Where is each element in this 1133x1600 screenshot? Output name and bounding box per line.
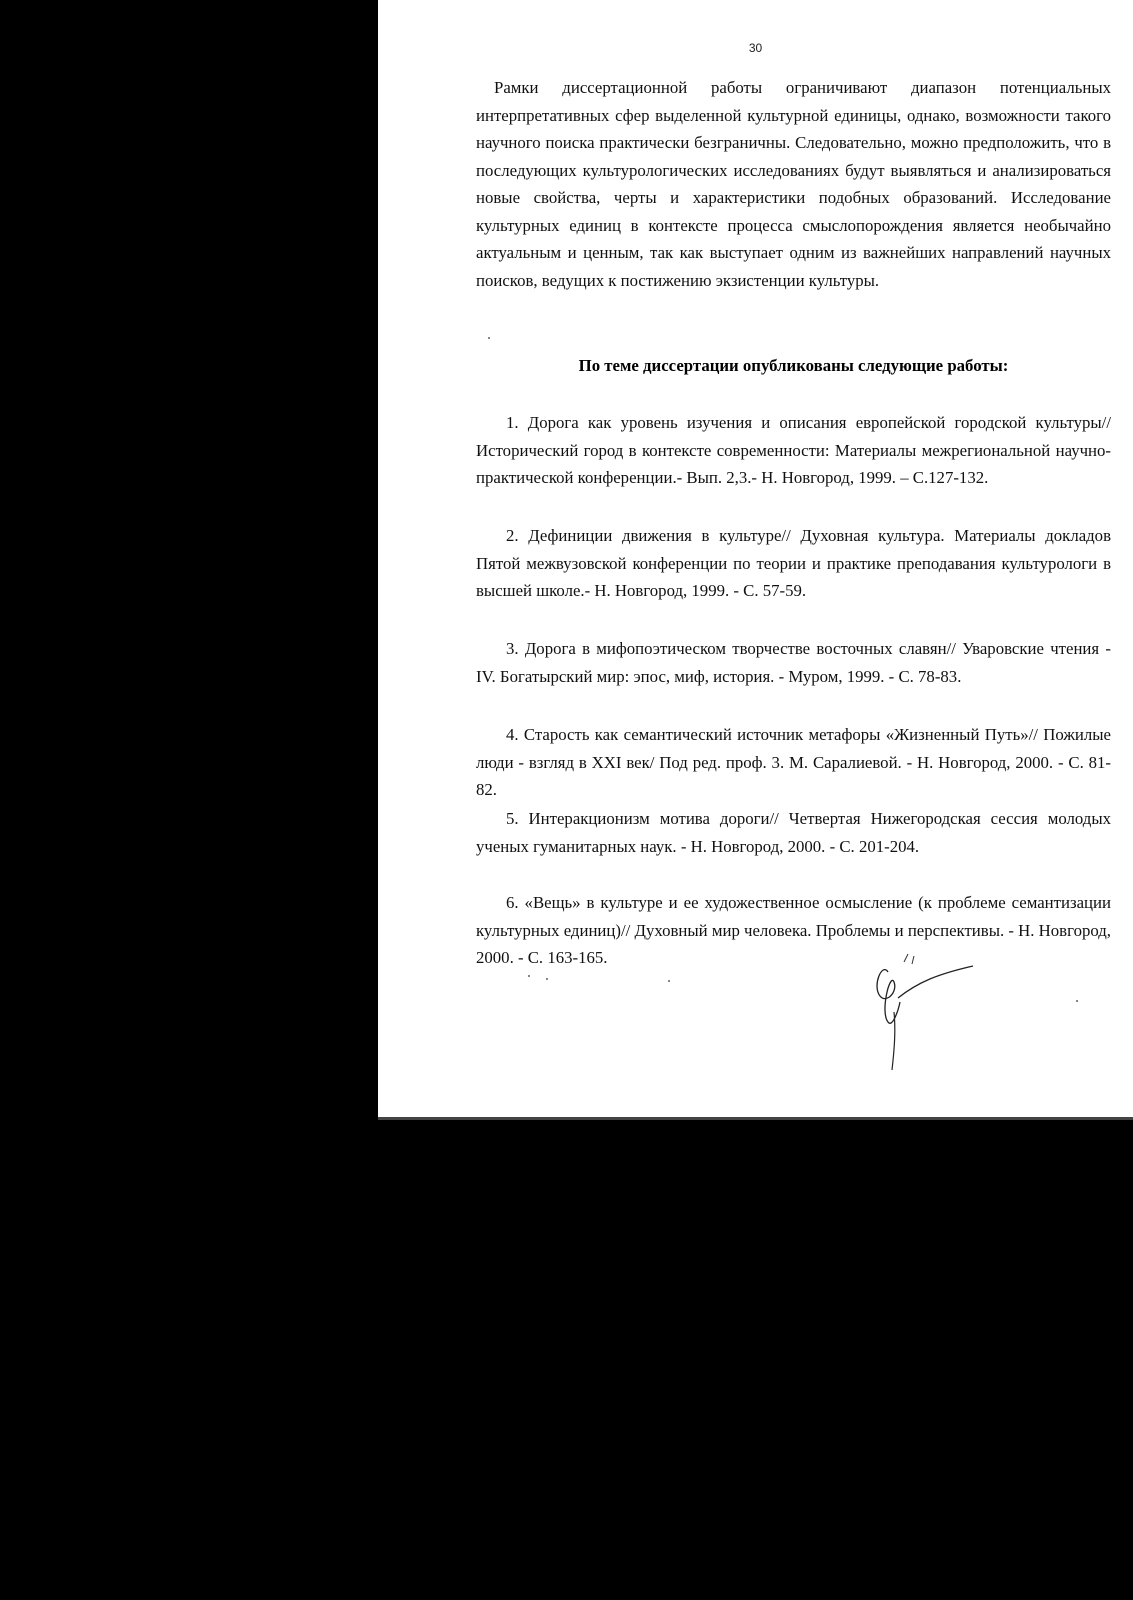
scan-speck: [1076, 1000, 1078, 1002]
scan-speck: [546, 978, 548, 980]
publication-item-5: 5. Интеракционизм мотива дороги// Четвертая Нижегородская сессия молодых ученых гуманитарных наук. - Н. Новгород, 2000. - С. 201-204.: [476, 809, 1111, 856]
scan-speck: [668, 980, 670, 982]
handwritten-signature: [868, 952, 978, 1072]
page-number: 30: [748, 41, 763, 55]
conclusion-paragraph: Рамки диссертационной работы ограничивают диапазон потенциальных интерпретативных сфер выделенной культурной единицы, однако, возможности такого научного поиска практически безграничны. Следовательно, можно предположить, что в последующих культурологических исследованиях будут выявляться и анализироваться новые свойства, черты и характеристики подобных образований. Исследование культурных единиц в контексте процесса смыслопорождения является необычайно актуальным и ценным, так как выступает одним из важнейших направлений научных поисков, ведущих к постижению экзистенции культуры.: [476, 78, 1111, 290]
document-page: [378, 0, 1133, 1118]
page-bottom-edge: [378, 1117, 1133, 1120]
scan-speck: [488, 337, 490, 339]
publications-heading: По теме диссертации опубликованы следующие работы:: [578, 356, 1009, 375]
publication-item-1: 1. Дорога как уровень изучения и описания европейской городской культуры// Исторический город в контексте современности: Материалы межрегиональной научно-практической конференции.- Вып. 2,3.- Н. Новгород, 1999. – С.127-132.: [476, 413, 1111, 487]
scan-speck: [528, 975, 530, 977]
publication-item-4: 4. Старость как семантический источник метафоры «Жизненный Путь»// Пожилые люди - взгляд в XXI век/ Под ред. проф. 3. М. Саралиевой. - Н. Новгород, 2000. - С. 81-82.: [476, 725, 1111, 799]
publication-item-3: 3. Дорога в мифопоэтическом творчестве восточных славян// Уваровские чтения - IV. Богатырский мир: эпос, миф, история. - Муром, 1999. - С. 78-83.: [476, 639, 1111, 686]
publication-item-2: 2. Дефиниции движения в культуре// Духовная культура. Материалы докладов Пятой межвузовской конференции по теории и практике преподавания культурологи в высшей школе.- Н. Новгород, 1999. - С. 57-59.: [476, 526, 1111, 600]
publication-item-6: 6. «Вещь» в культуре и ее художественное осмысление (к проблеме семантизации культурных единиц)// Духовный мир человека. Проблемы и перспективы. - Н. Новгород, 2000. - С. 163-165.: [476, 893, 1111, 967]
